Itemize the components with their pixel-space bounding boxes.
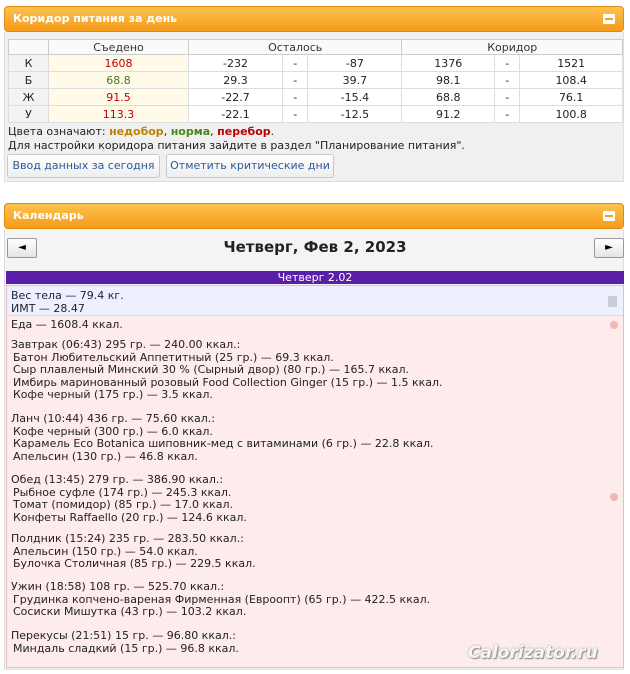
dash: - bbox=[283, 72, 308, 89]
dash: - bbox=[283, 55, 308, 72]
table-row bbox=[9, 89, 623, 106]
food-item: Карамель Eco Botanica шиповник-мед с витаминами (6 гр.) — 22.8 ккал. bbox=[13, 437, 434, 450]
table-header-eaten: Съедено bbox=[49, 40, 189, 55]
legend-separator: , bbox=[210, 125, 218, 138]
bmi: ИМТ — 28.47 bbox=[11, 302, 85, 315]
mark-critical-days-button[interactable]: Отметить критические дни bbox=[166, 154, 334, 178]
corridor-table bbox=[8, 39, 623, 123]
food-item: Батон Любительский Аппетитный (25 гр.) — 69.3 ккал. bbox=[13, 350, 334, 364]
corridor-panel-title: Коридор питания за день bbox=[13, 12, 178, 25]
food-item: Сосиски Мишутка (43 гр.) — 103.2 ккал. bbox=[13, 605, 247, 618]
eaten-value: 91.5 bbox=[49, 89, 189, 106]
table-row bbox=[9, 55, 623, 72]
food-item: Грудинка копчено-вареная Фирменная (Евроопт) (65 гр.) — 422.5 ккал. bbox=[13, 592, 431, 606]
meal-block bbox=[11, 581, 430, 619]
food-item: Конфеты Raffaello (20 гр.) — 124.6 ккал. bbox=[13, 510, 247, 524]
corridor-min: 1376 bbox=[402, 55, 495, 72]
legend-separator: , bbox=[163, 125, 171, 138]
corridor-min: 91.2 bbox=[402, 106, 495, 123]
remaining-max: -15.4 bbox=[308, 89, 402, 106]
meal-header: Перекусы (21:51) 15 гр. — 96.80 ккал.: bbox=[11, 629, 236, 642]
food-item: Томат (помидор) (85 гр.) — 17.0 ккал. bbox=[13, 498, 234, 511]
weight-section bbox=[7, 286, 623, 316]
meal-block bbox=[11, 533, 256, 571]
corridor-min: 68.8 bbox=[402, 89, 495, 106]
meal-block bbox=[11, 474, 247, 524]
legend-over: перебор bbox=[217, 125, 271, 138]
food-total: Еда — 1608.4 ккал. bbox=[11, 318, 123, 331]
day-strip: Четверг 2.02 bbox=[6, 271, 624, 284]
legend-prefix: Цвета означают: bbox=[8, 125, 110, 138]
body-weight: Вес тела — 79.4 кг. bbox=[11, 289, 124, 302]
trash-icon[interactable] bbox=[608, 296, 617, 307]
day-details bbox=[6, 285, 624, 668]
corridor-hint: Для настройки коридора питания зайдите в раздел "Планирование питания". bbox=[8, 139, 465, 152]
food-item: Миндаль сладкий (15 гр.) — 96.8 ккал. bbox=[13, 641, 239, 655]
remaining-max: -12.5 bbox=[308, 106, 402, 123]
legend-norm: норма bbox=[170, 125, 211, 138]
corridor-max: 76.1 bbox=[520, 89, 623, 106]
calendar-panel-header bbox=[4, 203, 624, 229]
dash: - bbox=[495, 72, 520, 89]
prev-day-button[interactable]: ◄ bbox=[7, 238, 37, 258]
food-item: Кофе черный (300 гр.) — 6.0 ккал. bbox=[13, 424, 213, 438]
legend-under: недобор bbox=[109, 125, 164, 138]
table-row bbox=[9, 72, 623, 89]
remaining-min: -22.1 bbox=[189, 106, 283, 123]
edit-icon[interactable] bbox=[610, 493, 618, 501]
table-header-remaining: Осталось bbox=[189, 40, 402, 55]
table-header-corridor: Коридор bbox=[402, 40, 623, 55]
food-item: Рыбное суфле (174 гр.) — 245.3 ккал. bbox=[13, 485, 232, 499]
row-label: К bbox=[9, 55, 49, 72]
remaining-min: -22.7 bbox=[189, 89, 283, 106]
corridor-min: 98.1 bbox=[402, 72, 495, 89]
meal-header: Завтрак (06:43) 295 гр. — 240.00 ккал.: bbox=[11, 338, 241, 351]
food-item: Апельсин (150 гр.) — 54.0 ккал. bbox=[13, 544, 198, 558]
date-title: Четверг, Фев 2, 2023 bbox=[223, 238, 407, 256]
next-day-button[interactable]: ► bbox=[594, 238, 624, 258]
remaining-max: 39.7 bbox=[308, 72, 402, 89]
calendar-panel-title: Календарь bbox=[13, 209, 84, 222]
meal-block bbox=[11, 339, 443, 402]
enter-today-data-button[interactable]: Ввод данных за сегодня bbox=[7, 154, 160, 178]
row-label: Ж bbox=[9, 89, 49, 106]
collapse-icon[interactable] bbox=[603, 14, 615, 24]
table-row bbox=[9, 106, 623, 123]
watermark: Calorizator.ru bbox=[468, 643, 598, 663]
food-item: Сыр плавленый Минский 30 % (Сырный двор) (80 гр.) — 165.7 ккал. bbox=[13, 363, 409, 376]
corridor-panel-header bbox=[4, 6, 624, 32]
corridor-max: 108.4 bbox=[520, 72, 623, 89]
food-item: Имбирь маринованный розовый Food Collection Ginger (15 гр.) — 1.5 ккал. bbox=[13, 375, 443, 389]
dash: - bbox=[495, 89, 520, 106]
edit-icon[interactable] bbox=[610, 321, 618, 329]
meal-header: Обед (13:45) 279 гр. — 386.90 ккал.: bbox=[11, 473, 224, 486]
row-label: У bbox=[9, 106, 49, 123]
dash: - bbox=[283, 89, 308, 106]
meal-header: Полдник (15:24) 235 гр. — 283.50 ккал.: bbox=[11, 532, 244, 545]
meal-block bbox=[11, 413, 433, 463]
table-header-row bbox=[9, 40, 623, 55]
dash: - bbox=[283, 106, 308, 123]
eaten-value: 68.8 bbox=[49, 72, 189, 89]
corridor-max: 1521 bbox=[520, 55, 623, 72]
dash: - bbox=[495, 55, 520, 72]
meal-header: Ужин (18:58) 108 гр. — 525.70 ккал.: bbox=[11, 580, 225, 593]
meal-block bbox=[11, 630, 239, 655]
eaten-value: 113.3 bbox=[49, 106, 189, 123]
remaining-max: -87 bbox=[308, 55, 402, 72]
table-header-blank bbox=[9, 40, 49, 55]
color-legend bbox=[8, 125, 274, 138]
meal-header: Ланч (10:44) 436 гр. — 75.60 ккал.: bbox=[11, 412, 215, 425]
remaining-min: 29.3 bbox=[189, 72, 283, 89]
legend-end: . bbox=[270, 125, 275, 138]
corridor-max: 100.8 bbox=[520, 106, 623, 123]
food-item: Булочка Столичная (85 гр.) — 229.5 ккал. bbox=[13, 557, 256, 570]
dash: - bbox=[495, 106, 520, 123]
collapse-icon[interactable] bbox=[603, 211, 615, 221]
row-label: Б bbox=[9, 72, 49, 89]
eaten-value: 1608 bbox=[49, 55, 189, 72]
remaining-min: -232 bbox=[189, 55, 283, 72]
food-item: Кофе черный (175 гр.) — 3.5 ккал. bbox=[13, 388, 213, 401]
food-item: Апельсин (130 гр.) — 46.8 ккал. bbox=[13, 449, 198, 463]
